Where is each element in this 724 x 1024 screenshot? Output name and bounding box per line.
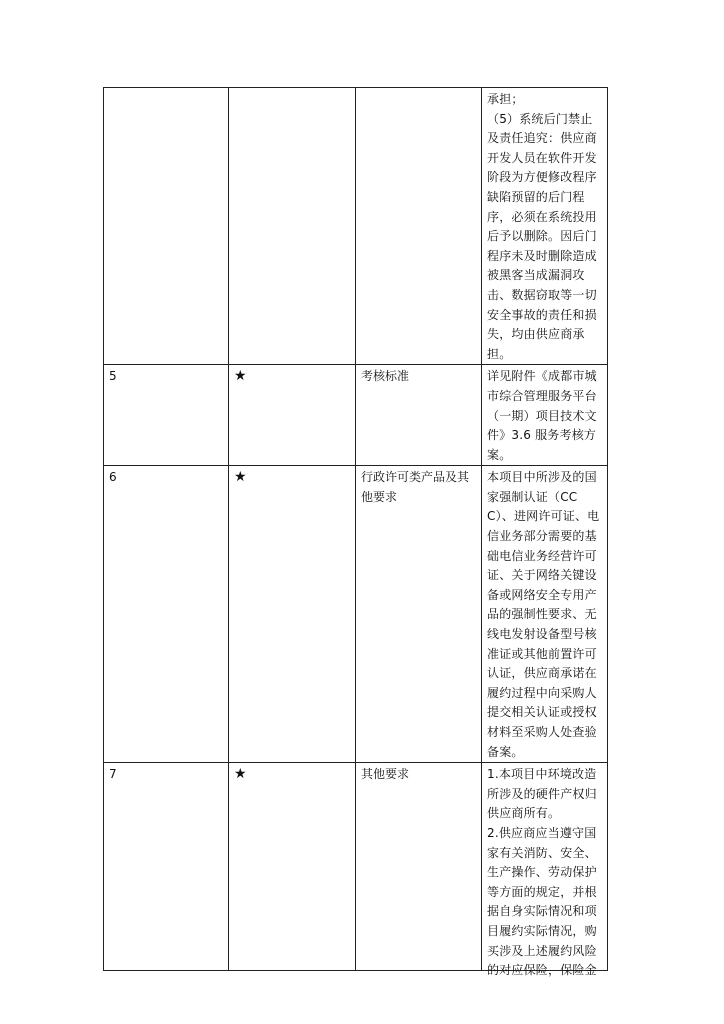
item-cell	[356, 88, 482, 365]
content-paragraph: （5）系统后门禁止及责任追究：供应商开发人员在软件开发阶段为方便修改程序缺陷预留的后门程序，必须在系统投用后予以删除。因后门程序未及时删除造成被黑客当成漏洞攻击、数据窃取等一切安全事故的责任和损失，均由供应商承担。	[487, 111, 597, 361]
content-cell	[482, 88, 608, 365]
mark-cell	[229, 365, 356, 466]
mark-cell	[229, 763, 356, 971]
star-icon: ★	[234, 368, 247, 385]
content-paragraph: 承担；	[487, 92, 524, 106]
content-paragraph: 详见附件《成都市城市综合管理服务平台（一期）项目技术文件》3.6 服务考核方案。	[487, 369, 597, 462]
item-cell: 其他要求	[356, 763, 482, 971]
content-paragraph: 1.本项目中环境改造所涉及的硬件产权归供应商所有。	[487, 767, 597, 821]
table-row	[104, 763, 608, 971]
table-row	[104, 88, 608, 365]
row-number-cell	[104, 88, 229, 365]
row-number-cell: 6	[104, 466, 229, 763]
content-paragraph: 本项目中所涉及的国家强制认证（CCC）、进网许可证、电信业务部分需要的基础电信业务经营许可证、关于网络关键设备或网络安全专用产品的强制性要求、无线电发射设备型号核准证或其他前置许可认证，供应商承诺在履约过程中向采购人提交相关认证或授权材料至采购人处查验备案。	[487, 470, 600, 759]
row-number-cell: 5	[104, 365, 229, 466]
item-cell: 考核标准	[356, 365, 482, 466]
mark-cell	[229, 466, 356, 763]
item-cell: 行政许可类产品及其他要求	[356, 466, 482, 763]
content-cell	[482, 466, 608, 763]
mark-cell	[229, 88, 356, 365]
table-row	[104, 365, 608, 466]
content-paragraph: 2.供应商应当遵守国家有关消防、安全、生产操作、劳动保护等方面的规定，并根据自身实际情况和项目履约实际情况，购买涉及上述履约风险的对应保险，保险金	[487, 825, 597, 978]
content-clip	[487, 765, 602, 978]
table-row	[104, 466, 608, 763]
content-cell	[482, 763, 608, 978]
star-icon: ★	[234, 469, 247, 486]
content-cell	[482, 365, 608, 466]
requirements-table	[103, 87, 608, 978]
row-number-cell: 7	[104, 763, 229, 971]
star-icon: ★	[234, 766, 247, 783]
